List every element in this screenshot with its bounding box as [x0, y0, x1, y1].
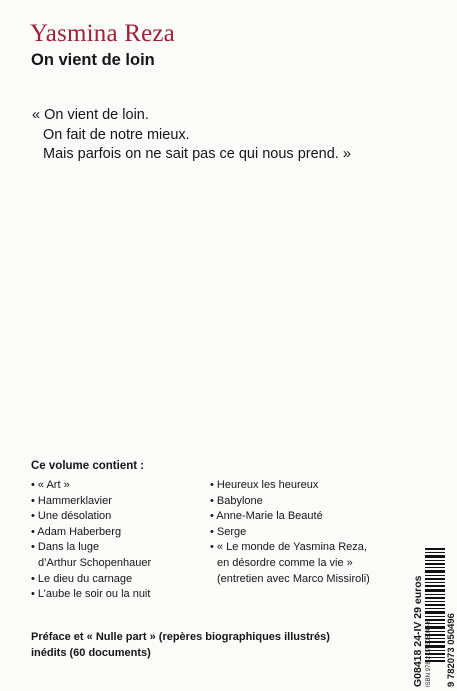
list-item: (entretien avec Marco Missiroli): [217, 572, 370, 585]
book-title: On vient de loin: [31, 51, 155, 69]
isbn-number: ISBN 978-2-07-305049-6: [426, 619, 432, 687]
list-item: • Anne-Marie la Beauté: [210, 510, 323, 523]
contents-list-left: [31, 478, 151, 603]
contents-list-right: [210, 478, 370, 587]
list-item: • « Art »: [31, 479, 70, 491]
list-item: • « Le monde de Yasmina Reza,: [210, 541, 367, 554]
quote-block: [32, 106, 351, 165]
contents-heading: Ce volume contient :: [31, 460, 145, 472]
list-item: • Le dieu du carnage: [31, 572, 133, 585]
list-item: d’Arthur Schopenhauer: [38, 556, 152, 569]
list-item: • Hammerklavier: [31, 494, 112, 507]
list-item: • L’aube le soir ou la nuit: [31, 588, 151, 601]
footer-line-1: Préface et « Nulle part » (repères biographiques illustrés): [31, 631, 330, 643]
quote-line-1: « On vient de loin.: [32, 107, 149, 123]
list-item: • Une désolation: [31, 510, 112, 523]
list-item: • Dans la luge: [31, 541, 100, 554]
footer-note: [31, 630, 330, 661]
list-item: • Babylone: [210, 494, 263, 507]
list-item: • Adam Haberberg: [31, 525, 122, 538]
barcode-panel: G08418 24-IV 29 euros ISBN 978-2-07-305049-6 9 782073 050496: [408, 452, 448, 687]
list-item: • Heureux les heureux: [210, 479, 319, 491]
list-item: en désordre comme la vie »: [217, 556, 353, 569]
quote-line-2: On fait de notre mieux.: [43, 126, 190, 143]
author-name: Yasmina Reza: [30, 20, 175, 47]
footer-line-2: inédits (60 documents): [31, 646, 151, 659]
quote-line-3: Mais parfois on ne sait pas ce qui nous prend. »: [43, 146, 351, 162]
ean-number: 9 782073 050496: [446, 613, 457, 687]
list-item: • Serge: [210, 525, 247, 538]
